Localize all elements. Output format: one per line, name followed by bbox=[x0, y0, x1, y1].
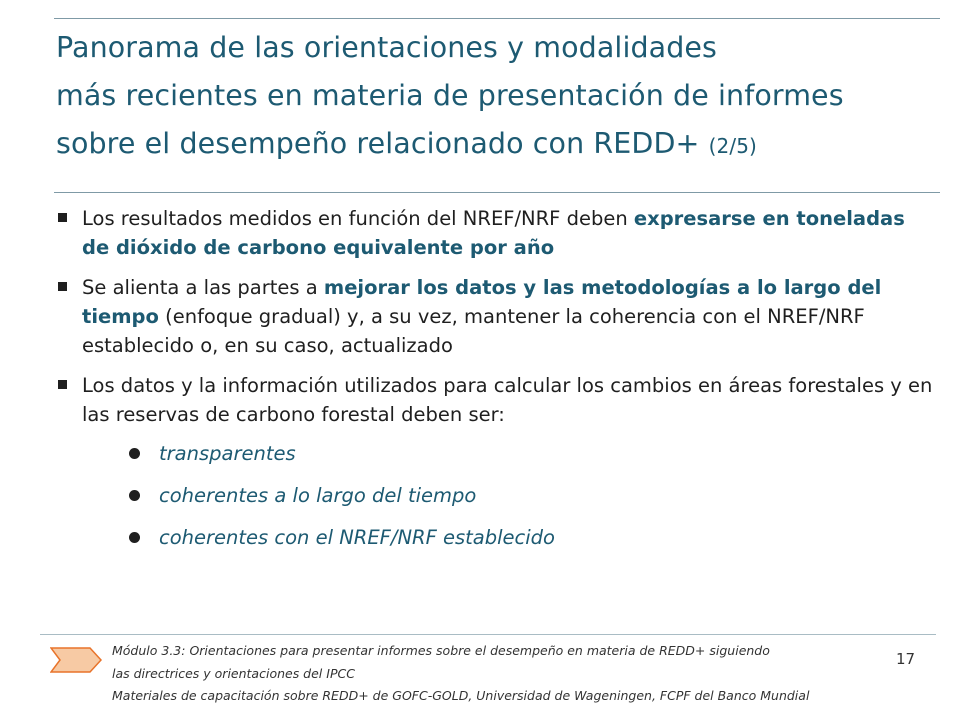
round-bullet-icon bbox=[129, 448, 140, 459]
bullet-3 bbox=[56, 371, 936, 429]
slide-body bbox=[56, 204, 936, 568]
bullet-1-emphasis: expresarse en toneladas de dióxido de carbono equivalente por año bbox=[82, 207, 905, 259]
title-line-1: Panorama de las orientaciones y modalidades bbox=[56, 31, 717, 64]
bullet-1-text: Los resultados medidos en función del NREF/NRF deben bbox=[82, 207, 634, 230]
footer-line-3: Materiales de capacitación sobre REDD+ de GOFC-GOLD, Universidad de Wageningen, FCPF del Banco Mundial bbox=[112, 688, 810, 703]
footer-line-1: Módulo 3.3: Orientaciones para presentar informes sobre el desempeño en materia de REDD+ siguiendo bbox=[112, 643, 770, 658]
title-line-3-text: sobre el desempeño relacionado con REDD+ bbox=[56, 127, 700, 160]
bullet-2 bbox=[56, 273, 936, 360]
title-line-2: más recientes en materia de presentación de informes bbox=[56, 79, 844, 112]
bullet-2-text: Se alienta a las partes a bbox=[82, 276, 324, 299]
bullet-3-text: Los datos y la información utilizados para calcular los cambios en áreas forestales y en las reservas de carbono forestal deben ser: bbox=[82, 374, 933, 426]
footer-divider bbox=[40, 634, 936, 635]
round-bullet-icon bbox=[129, 532, 140, 543]
page-number: 17 bbox=[896, 650, 916, 668]
sub-bullet-list bbox=[56, 440, 936, 550]
round-bullet-icon bbox=[129, 490, 140, 501]
title-page-indicator: (2/5) bbox=[708, 134, 757, 158]
sub-bullet-2-text: coherentes a lo largo del tiempo bbox=[159, 484, 477, 507]
square-bullet-icon bbox=[58, 282, 67, 291]
sub-bullet-3 bbox=[129, 526, 936, 550]
top-divider bbox=[54, 18, 940, 19]
sub-bullet-3-text: coherentes con el NREF/NRF establecido bbox=[159, 526, 555, 549]
title-line-3 bbox=[56, 120, 936, 170]
sub-bullet-1 bbox=[129, 442, 936, 466]
square-bullet-icon bbox=[58, 213, 67, 222]
footer-line-2: las directrices y orientaciones del IPCC bbox=[112, 665, 355, 681]
footer-text bbox=[112, 640, 902, 708]
square-bullet-icon bbox=[58, 380, 67, 389]
bullet-2-emphasis: mejorar los datos y las metodologías a lo largo del tiempo bbox=[82, 276, 882, 328]
bullet-1 bbox=[56, 204, 936, 262]
sub-bullet-2 bbox=[129, 484, 936, 508]
sub-bullet-1-text: transparentes bbox=[159, 442, 296, 465]
arrow-marker-icon bbox=[50, 647, 102, 673]
slide-title bbox=[56, 24, 936, 170]
title-divider bbox=[54, 192, 940, 193]
bullet-2-text-continued: (enfoque gradual) y, a su vez, mantener la coherencia con el NREF/NRF establecido o, en su caso, actualizado bbox=[82, 305, 865, 357]
